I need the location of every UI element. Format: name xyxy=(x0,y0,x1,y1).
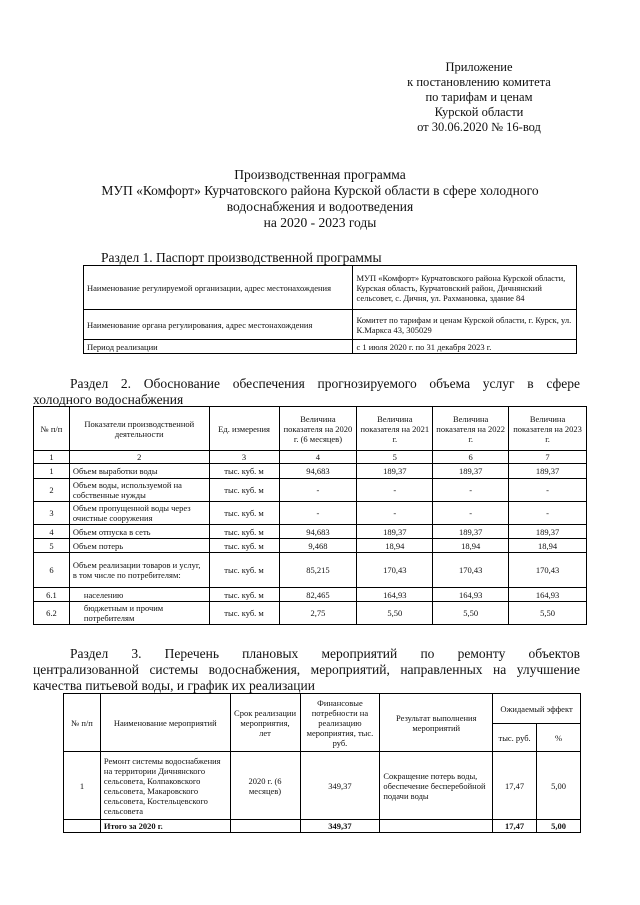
total-finance: 349,37 xyxy=(300,820,380,833)
col-header: Результат выполнения мероприятий xyxy=(380,694,493,752)
col-number: 5 xyxy=(357,451,433,464)
cell: тыс. куб. м xyxy=(209,525,279,539)
cell: 94,683 xyxy=(279,525,357,539)
cell: 189,37 xyxy=(433,464,509,479)
cell: 189,37 xyxy=(357,525,433,539)
cell: 170,43 xyxy=(357,553,433,588)
forecast-table xyxy=(33,406,587,625)
cell: 189,37 xyxy=(357,464,433,479)
cell: 17,47 xyxy=(493,752,537,820)
cell: 5 xyxy=(34,539,70,553)
cell: тыс. куб. м xyxy=(209,553,279,588)
col-header: Наименование мероприятий xyxy=(100,694,230,752)
cell: - xyxy=(509,479,587,502)
table-row xyxy=(84,266,577,310)
title-line: на 2020 - 2023 годы xyxy=(263,215,377,230)
section3-heading-cont: централизованной системы водоснабжения, мероприятий, направленных на улучшение xyxy=(33,662,580,677)
cell: 2020 г. (6 месяцев) xyxy=(230,752,300,820)
col-header: % xyxy=(537,724,581,752)
cell: 82,465 xyxy=(279,588,357,602)
col-header: Срок реализации мероприятия, лет xyxy=(230,694,300,752)
cell: 3 xyxy=(34,502,70,525)
cell: Объем выработки воды xyxy=(69,464,209,479)
col-header: № п/п xyxy=(34,407,70,451)
cell: 9,468 xyxy=(279,539,357,553)
table-row xyxy=(34,525,587,539)
passport-label: Период реализации xyxy=(84,340,353,354)
col-header: Ожидаемый эффект xyxy=(493,694,581,724)
cell: Ремонт системы водоснабжения на территории Дичнянского сельсовета, Колпаковского сельсовета, Макаровского сельсовета, Костельцевского сельсовета xyxy=(100,752,230,820)
title-line: Производственная программа xyxy=(234,167,406,182)
appendix-block xyxy=(394,60,564,135)
cell: - xyxy=(433,479,509,502)
cell: бюджетным и прочим потребителям xyxy=(69,602,209,625)
section2-heading-cont: холодного водоснабжения xyxy=(33,392,184,407)
table-row xyxy=(34,539,587,553)
cell: 1 xyxy=(34,464,70,479)
total-effect-pct: 5,00 xyxy=(537,820,581,833)
passport-table xyxy=(83,265,577,354)
table-row xyxy=(34,479,587,502)
title-line: МУП «Комфорт» Курчатовского района Курской области в сфере холодного xyxy=(101,183,539,198)
col-header: Ед. измерения xyxy=(209,407,279,451)
section3-heading: Раздел 3. Перечень плановых мероприятий по ремонту объектов xyxy=(70,646,580,661)
table-header-row xyxy=(64,694,581,724)
cell: 2,75 xyxy=(279,602,357,625)
cell: 94,683 xyxy=(279,464,357,479)
cell: Объем пропущенной воды через очистные сооружения xyxy=(69,502,209,525)
cell: населению xyxy=(69,588,209,602)
cell: 6.2 xyxy=(34,602,70,625)
cell: Сокращение потерь воды, обеспечение бесперебойной подачи воды xyxy=(380,752,493,820)
cell xyxy=(230,820,300,833)
table-row xyxy=(34,602,587,625)
cell: Объем реализации товаров и услуг, в том числе по потребителям: xyxy=(69,553,209,588)
cell: 18,94 xyxy=(509,539,587,553)
passport-label: Наименование органа регулирования, адрес местонахождения xyxy=(84,310,353,340)
cell: 6 xyxy=(34,553,70,588)
section1-heading: Раздел 1. Паспорт производственной программы xyxy=(101,250,382,265)
cell: 4 xyxy=(34,525,70,539)
cell: 5,00 xyxy=(537,752,581,820)
col-number: 6 xyxy=(433,451,509,464)
col-header: Величина показателя на 2023 г. xyxy=(509,407,587,451)
col-number: 1 xyxy=(34,451,70,464)
cell: 164,93 xyxy=(509,588,587,602)
table-row xyxy=(64,752,581,820)
appendix-line: Курской области xyxy=(434,105,524,119)
col-header: Величина показателя на 2020 г. (6 месяцев) xyxy=(279,407,357,451)
cell: 18,94 xyxy=(357,539,433,553)
cell: тыс. куб. м xyxy=(209,479,279,502)
col-header: Величина показателя на 2021 г. xyxy=(357,407,433,451)
cell: 170,43 xyxy=(433,553,509,588)
cell: 164,93 xyxy=(357,588,433,602)
cell: Объем отпуска в сеть xyxy=(69,525,209,539)
total-row xyxy=(64,820,581,833)
document-title xyxy=(60,167,580,231)
passport-value: МУП «Комфорт» Курчатовского района Курской области, Курская область, Курчатовский район, Дичнянский сельсовет, с. Дичня, ул. Рахмановка, здание 84 xyxy=(353,266,577,310)
appendix-line: по тарифам и ценам xyxy=(425,90,533,104)
col-header: Финансовые потребности на реализацию мероприятия, тыс. руб. xyxy=(300,694,380,752)
table-row xyxy=(84,310,577,340)
cell: - xyxy=(279,502,357,525)
cell: 5,50 xyxy=(433,602,509,625)
col-header: № п/п xyxy=(64,694,101,752)
cell: тыс. куб. м xyxy=(209,502,279,525)
measures-table xyxy=(63,693,581,833)
cell: - xyxy=(279,479,357,502)
passport-value: с 1 июля 2020 г. по 31 декабря 2023 г. xyxy=(353,340,577,354)
cell xyxy=(380,820,493,833)
cell: - xyxy=(509,502,587,525)
cell: - xyxy=(357,502,433,525)
cell: 6.1 xyxy=(34,588,70,602)
col-header: Величина показателя на 2022 г. xyxy=(433,407,509,451)
section3-heading-cont: качества питьевой воды, и график их реализации xyxy=(33,678,315,693)
appendix-line: к постановлению комитета xyxy=(407,75,551,89)
table-row xyxy=(34,553,587,588)
cell: 189,37 xyxy=(509,525,587,539)
col-header: тыс. руб. xyxy=(493,724,537,752)
title-line: водоснабжения и водоотведения xyxy=(226,199,414,214)
col-number: 7 xyxy=(509,451,587,464)
cell: тыс. куб. м xyxy=(209,539,279,553)
table-row xyxy=(34,464,587,479)
cell: 189,37 xyxy=(433,525,509,539)
appendix-line: Приложение xyxy=(445,60,513,74)
cell: 5,50 xyxy=(509,602,587,625)
cell: тыс. куб. м xyxy=(209,602,279,625)
cell: 349,37 xyxy=(300,752,380,820)
cell xyxy=(64,820,101,833)
total-effect-rub: 17,47 xyxy=(493,820,537,833)
cell: 170,43 xyxy=(509,553,587,588)
section2-heading: Раздел 2. Обоснование обеспечения прогнозируемого объема услуг в сфере xyxy=(70,376,580,391)
cell: тыс. куб. м xyxy=(209,588,279,602)
table-header-row xyxy=(34,407,587,451)
passport-value: Комитет по тарифам и ценам Курской области, г. Курск, ул. К.Маркса 43, 305029 xyxy=(353,310,577,340)
cell: 164,93 xyxy=(433,588,509,602)
cell: - xyxy=(357,479,433,502)
table-row xyxy=(34,502,587,525)
cell: тыс. куб. м xyxy=(209,464,279,479)
col-number-row xyxy=(34,451,587,464)
cell: 2 xyxy=(34,479,70,502)
cell: Объем потерь xyxy=(69,539,209,553)
col-number: 4 xyxy=(279,451,357,464)
cell: Объем воды, используемой на собственные нужды xyxy=(69,479,209,502)
col-header: Показатели производственной деятельности xyxy=(69,407,209,451)
total-label: Итого за 2020 г. xyxy=(100,820,230,833)
passport-label: Наименование регулируемой организации, адрес местонахождения xyxy=(84,266,353,310)
cell: - xyxy=(433,502,509,525)
cell: 1 xyxy=(64,752,101,820)
cell: 189,37 xyxy=(509,464,587,479)
col-number: 3 xyxy=(209,451,279,464)
cell: 85,215 xyxy=(279,553,357,588)
cell: 18,94 xyxy=(433,539,509,553)
table-row xyxy=(34,588,587,602)
table-row xyxy=(84,340,577,354)
appendix-line: от 30.06.2020 № 16-вод xyxy=(417,120,541,134)
cell: 5,50 xyxy=(357,602,433,625)
col-number: 2 xyxy=(69,451,209,464)
